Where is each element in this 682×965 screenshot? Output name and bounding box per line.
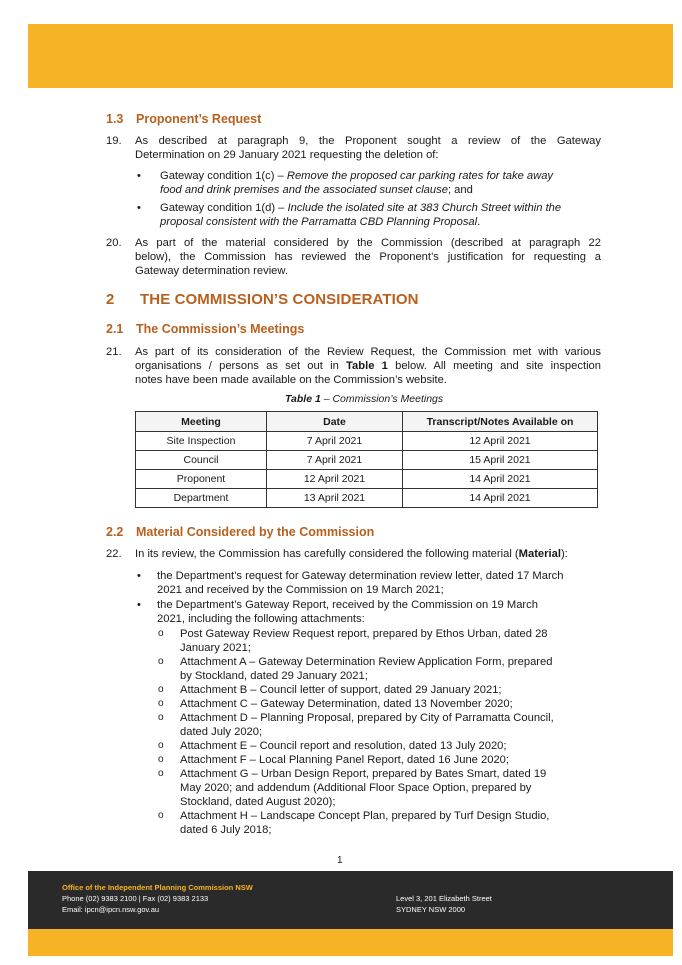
attachment-item bbox=[180, 697, 610, 711]
table-cell: 13 April 2021 bbox=[267, 489, 403, 508]
attachment-line: Attachment A – Gateway Determination Review Application Form, prepared bbox=[180, 656, 553, 668]
bullet-line: 2021 and received by the Commission on 19 March 2021; bbox=[157, 584, 444, 596]
bullet-line: 2021, including the following attachments: bbox=[157, 613, 365, 625]
material-bullet bbox=[157, 569, 607, 597]
bullet-dot: • bbox=[137, 202, 141, 214]
attachment-item bbox=[180, 739, 610, 753]
footer-address-line: Level 3, 201 Elizabeth Street bbox=[396, 894, 492, 903]
attachment-item bbox=[180, 627, 610, 655]
attachment-item bbox=[180, 753, 610, 767]
section-title: The Commission’s Meetings bbox=[136, 322, 305, 336]
circle-bullet: o bbox=[158, 698, 164, 709]
section-heading-2-1 bbox=[106, 322, 304, 336]
paragraph-22-intro bbox=[135, 547, 605, 561]
paragraph-line: As part of the material considered by the Commission (described at paragraph 22 bbox=[135, 237, 601, 249]
meetings-table bbox=[135, 411, 598, 508]
text-run: organisations / persons as set out in bbox=[135, 360, 347, 372]
bullet-suffix: . bbox=[477, 216, 481, 228]
attachment-item bbox=[180, 767, 610, 809]
bullet-dot: • bbox=[137, 570, 141, 582]
table-cell: Site Inspection bbox=[136, 432, 267, 451]
footer-email: Email: ipcn@ipcn.nsw.gov.au bbox=[62, 905, 160, 914]
bullet-italic: Remove the proposed car parking rates for take away bbox=[286, 170, 554, 182]
footer-org-name: Office of the Independent Planning Commission NSW bbox=[62, 883, 253, 892]
circle-bullet: o bbox=[158, 656, 164, 667]
footer-address-line: SYDNEY NSW 2000 bbox=[396, 905, 466, 914]
paragraph-line: Gateway determination review. bbox=[135, 265, 288, 277]
paragraph-line: below), the Commission has reviewed the Proponent’s justification for requesting a bbox=[135, 251, 601, 263]
table-reference: Table 1 bbox=[346, 360, 388, 372]
attachment-line: Attachment G – Urban Design Report, prepared by Bates Smart, dated 19 bbox=[180, 768, 547, 780]
bullet-italic: Include the isolated site at 383 Church Street within the bbox=[287, 202, 562, 214]
table-caption-text: – Commission’s Meetings bbox=[320, 393, 444, 405]
table-row bbox=[136, 451, 598, 470]
attachment-line: Attachment E – Council report and resolution, dated 13 July 2020; bbox=[180, 740, 507, 752]
attachment-line: Post Gateway Review Request report, prepared by Ethos Urban, dated 28 bbox=[180, 628, 548, 640]
table-row bbox=[136, 489, 598, 508]
attachment-item bbox=[180, 655, 610, 683]
section-title: THE COMMISSION’S CONSIDERATION bbox=[140, 291, 419, 308]
attachment-line: Attachment F – Local Planning Panel Report, dated 16 June 2020; bbox=[180, 754, 510, 766]
paragraph-number: 19. bbox=[106, 135, 122, 147]
circle-bullet: o bbox=[158, 810, 164, 821]
table-cell: 12 April 2021 bbox=[403, 432, 598, 451]
column-header: Date bbox=[267, 412, 403, 432]
attachment-item bbox=[180, 809, 610, 837]
table-cell: 14 April 2021 bbox=[403, 470, 598, 489]
section-title: Material Considered by the Commission bbox=[136, 525, 375, 539]
section-heading-2 bbox=[106, 291, 419, 308]
circle-bullet: o bbox=[158, 684, 164, 695]
text-run: below. All meeting and site inspection bbox=[387, 360, 602, 372]
table-cell: 7 April 2021 bbox=[267, 432, 403, 451]
attachment-line: Attachment H – Landscape Concept Plan, prepared by Turf Design Studio, bbox=[180, 810, 550, 822]
section-number: 2.1 bbox=[106, 322, 124, 336]
footer-band bbox=[28, 929, 673, 956]
attachment-line: Attachment B – Council letter of support, dated 29 January 2021; bbox=[180, 684, 502, 696]
attachment-item bbox=[180, 683, 610, 697]
paragraph-line: Determination on 29 January 2021 requesting the deletion of: bbox=[135, 149, 439, 161]
bullet-italic: food and drink premises and the associated sunset clause bbox=[160, 184, 448, 196]
circle-bullet: o bbox=[158, 628, 164, 639]
table-cell: 7 April 2021 bbox=[267, 451, 403, 470]
header-band bbox=[28, 24, 673, 88]
paragraph-number: 22. bbox=[106, 548, 122, 560]
attachment-line: Stockland, dated August 2020); bbox=[180, 796, 336, 808]
bullet-line: the Department’s request for Gateway determination review letter, dated 17 March bbox=[157, 570, 564, 582]
table-cell: 15 April 2021 bbox=[403, 451, 598, 470]
bullet-prefix: Gateway condition 1(c) – bbox=[160, 170, 287, 182]
attachment-line: dated July 2020; bbox=[180, 726, 263, 738]
attachment-line: by Stockland, dated 29 January 2021; bbox=[180, 670, 368, 682]
column-header: Meeting bbox=[136, 412, 267, 432]
defined-term: Material bbox=[518, 548, 561, 560]
attachment-line: May 2020; and addendum (Additional Floor Space Option, prepared by bbox=[180, 782, 532, 794]
paragraph-number: 21. bbox=[106, 346, 122, 358]
circle-bullet: o bbox=[158, 740, 164, 751]
table-cell: Council bbox=[136, 451, 267, 470]
attachment-item bbox=[180, 711, 610, 739]
table-cell: Proponent bbox=[136, 470, 267, 489]
text-run: ): bbox=[560, 548, 568, 560]
table-cell: Department bbox=[136, 489, 267, 508]
attachment-line: January 2021; bbox=[180, 642, 251, 654]
table-caption bbox=[285, 393, 443, 405]
table-caption-label: Table 1 bbox=[285, 393, 321, 405]
bullet-line: the Department’s Gateway Report, received by the Commission on 19 March bbox=[157, 599, 538, 611]
paragraph-line: As described at paragraph 9, the Proponent sought a review of the Gateway bbox=[135, 135, 601, 147]
attachment-line: dated 6 July 2018; bbox=[180, 824, 272, 836]
column-header: Transcript/Notes Available on bbox=[403, 412, 598, 432]
paragraph-line: As part of its consideration of the Review Request, the Commission met with various bbox=[135, 346, 601, 358]
bullet-item bbox=[160, 169, 600, 197]
table-row bbox=[136, 470, 598, 489]
paragraph-20 bbox=[135, 236, 601, 278]
bullet-suffix: ; and bbox=[447, 184, 473, 196]
section-heading-1-3 bbox=[106, 112, 261, 126]
section-title: Proponent’s Request bbox=[136, 112, 262, 126]
footer bbox=[28, 871, 673, 929]
section-number: 2.2 bbox=[106, 525, 124, 539]
section-number: 1.3 bbox=[106, 112, 124, 126]
bullet-italic: proposal consistent with the Parramatta CBD Planning Proposal bbox=[160, 216, 478, 228]
table-cell: 12 April 2021 bbox=[267, 470, 403, 489]
attachment-line: Attachment C – Gateway Determination, dated 13 November 2020; bbox=[180, 698, 513, 710]
bullet-dot: • bbox=[137, 170, 141, 182]
bullet-prefix: Gateway condition 1(d) – bbox=[160, 202, 288, 214]
paragraph-line bbox=[135, 359, 601, 373]
circle-bullet: o bbox=[158, 712, 164, 723]
bullet-dot: • bbox=[137, 599, 141, 611]
paragraph-19 bbox=[135, 134, 601, 162]
footer-phone: Phone (02) 9383 2100 | Fax (02) 9383 2133 bbox=[62, 894, 209, 903]
table-header-row bbox=[136, 412, 598, 432]
material-bullet bbox=[157, 598, 607, 626]
circle-bullet: o bbox=[158, 754, 164, 765]
attachment-line: Attachment D – Planning Proposal, prepared by City of Parramatta Council, bbox=[180, 712, 554, 724]
section-number: 2 bbox=[106, 291, 115, 308]
page-number: 1 bbox=[337, 855, 343, 866]
paragraph-line: notes have been made available on the Commission’s website. bbox=[135, 374, 447, 386]
paragraph-number: 20. bbox=[106, 237, 122, 249]
table-cell: 14 April 2021 bbox=[403, 489, 598, 508]
bullet-item bbox=[160, 201, 600, 229]
text-run: In its review, the Commission has carefully considered the following material ( bbox=[135, 548, 519, 560]
paragraph-21 bbox=[135, 345, 601, 387]
section-heading-2-2 bbox=[106, 525, 374, 539]
table-row bbox=[136, 432, 598, 451]
circle-bullet: o bbox=[158, 768, 164, 779]
